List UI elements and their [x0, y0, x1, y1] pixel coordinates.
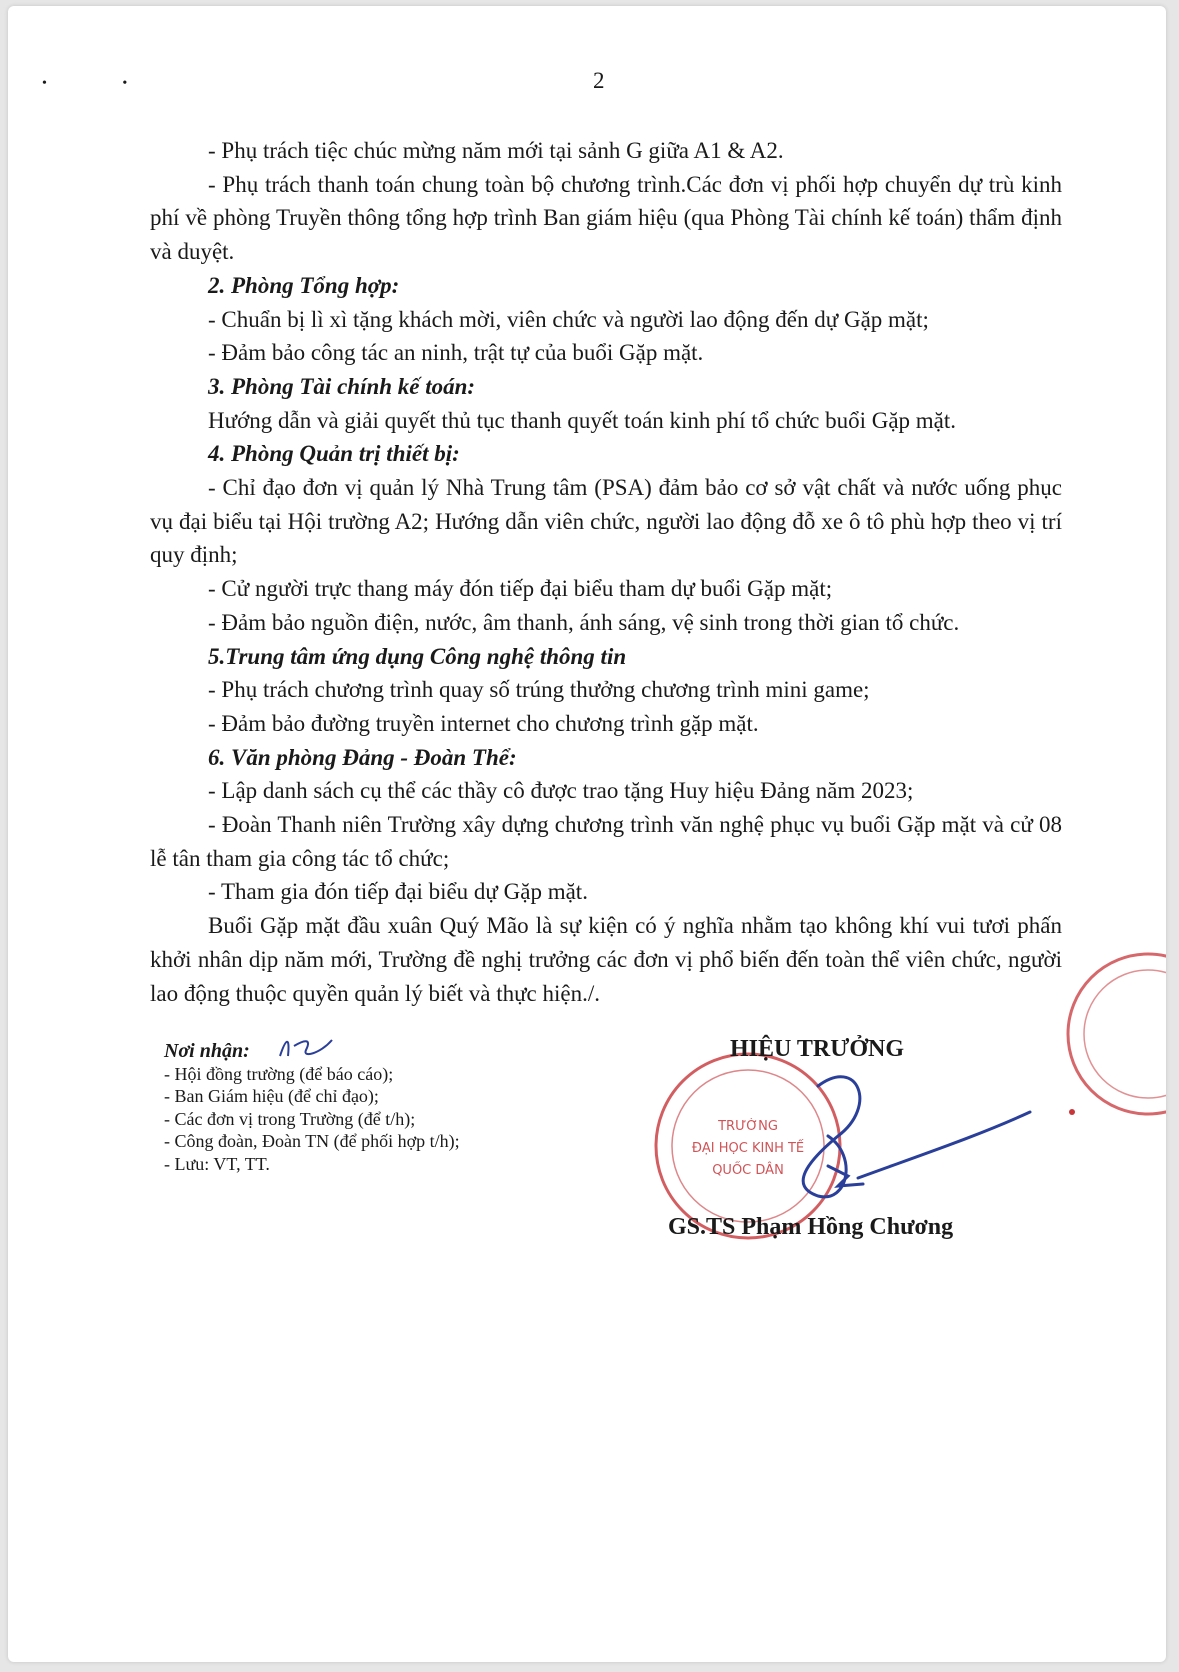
scan-specks: • • [42, 76, 164, 91]
paragraph: - Phụ trách chương trình quay số trúng thưởng chương trình mini game; [208, 677, 870, 703]
recipient-item: - Công đoàn, Đoàn TN (để phối hợp t/h); [164, 1131, 460, 1151]
paragraph: - Đoàn Thanh niên Trường xây dựng chương trình văn nghệ phục vụ buổi Gặp mặt và cử 08 lễ tân tham gia công tác tổ chức; [150, 812, 1062, 871]
recipient-item: - Ban Giám hiệu (để chỉ đạo); [164, 1086, 379, 1106]
paragraph: - Phụ trách tiệc chúc mừng năm mới tại sảnh G giữa A1 & A2. [208, 138, 784, 163]
paragraph: Hướng dẫn và giải quyết thủ tục thanh quyết toán kinh phí tổ chức buổi Gặp mặt. [208, 407, 957, 433]
page-number: 2 [593, 68, 605, 93]
initials-mark [276, 1032, 336, 1062]
document-page [8, 6, 1166, 1662]
stamp-line2: ĐẠI HỌC KINH TẾ [691, 1141, 805, 1156]
recipient-item: - Hội đồng trường (để báo cáo); [164, 1063, 394, 1084]
stamp-line3: QUỐC DÂN [712, 1163, 784, 1178]
signer-name: GS.TS Phạm Hồng Chương [668, 1214, 954, 1240]
paragraph: - Lập danh sách cụ thể các thầy cô được trao tặng Huy hiệu Đảng năm 2023; [208, 778, 914, 804]
recipient-item: - Các đơn vị trong Trường (để t/h); [164, 1108, 416, 1129]
recipient-item: - Lưu: VT, TT. [164, 1153, 270, 1174]
document-body [150, 134, 1062, 1010]
paragraph: - Đảm bảo công tác an ninh, trật tự của buổi Gặp mặt. [208, 340, 704, 366]
paragraph: - Chỉ đạo đơn vị quản lý Nhà Trung tâm (PSA) đảm bảo cơ sở vật chất và nước uống phục vụ đại biểu tại Hội trường A2; Hướng dẫn viên chức, người lao động đỗ xe ô tô phù hợp theo vị trí quy định; [150, 475, 1062, 568]
paragraph: - Chuẩn bị lì xì tặng khách mời, viên chức và người lao động đến dự Gặp mặt; [208, 306, 929, 332]
section-heading: 2. Phòng Tổng hợp: [208, 272, 400, 298]
signature-mark [768, 1066, 1038, 1206]
recipients-title: Nơi nhận: [164, 1040, 250, 1062]
paragraph: - Tham gia đón tiếp đại biểu dự Gặp mặt. [208, 879, 588, 905]
section-heading: 5.Trung tâm ứng dụng Công nghệ thông tin [208, 643, 627, 669]
paragraph: - Đảm bảo đường truyền internet cho chương trình gặp mặt. [208, 710, 759, 736]
partial-stamp [1048, 944, 1166, 1144]
paragraph: - Cử người trực thang máy đón tiếp đại biểu tham dự buổi Gặp mặt; [208, 576, 833, 602]
paragraph: Buổi Gặp mặt đầu xuân Quý Mão là sự kiện có ý nghĩa nhằm tạo không khí vui tươi phấn khởi nhân dịp năm mới, Trường đề nghị trưởng các đơn vị phổ biến đến toàn thể viên chức, người lao động thuộc quyền quản lý biết và thực hiện./. [150, 913, 1062, 1006]
paragraph: - Phụ trách thanh toán chung toàn bộ chương trình.Các đơn vị phối hợp chuyển dự trù kinh phí về phòng Truyền thông tổng hợp trình Ban giám hiệu (qua Phòng Tài chính kế toán) thẩm định và duyệt. [150, 171, 1062, 265]
section-heading: 3. Phòng Tài chính kế toán: [208, 373, 476, 399]
signature-title: HIỆU TRƯỞNG [730, 1036, 905, 1062]
section-heading: 6. Văn phòng Đảng - Đoàn Thể: [208, 744, 517, 770]
paragraph: - Đảm bảo nguồn điện, nước, âm thanh, ánh sáng, vệ sinh trong thời gian tổ chức. [208, 609, 960, 635]
stamp-line1: TRƯỜNG [718, 1119, 778, 1134]
section-heading: 4. Phòng Quản trị thiết bị: [208, 441, 460, 467]
